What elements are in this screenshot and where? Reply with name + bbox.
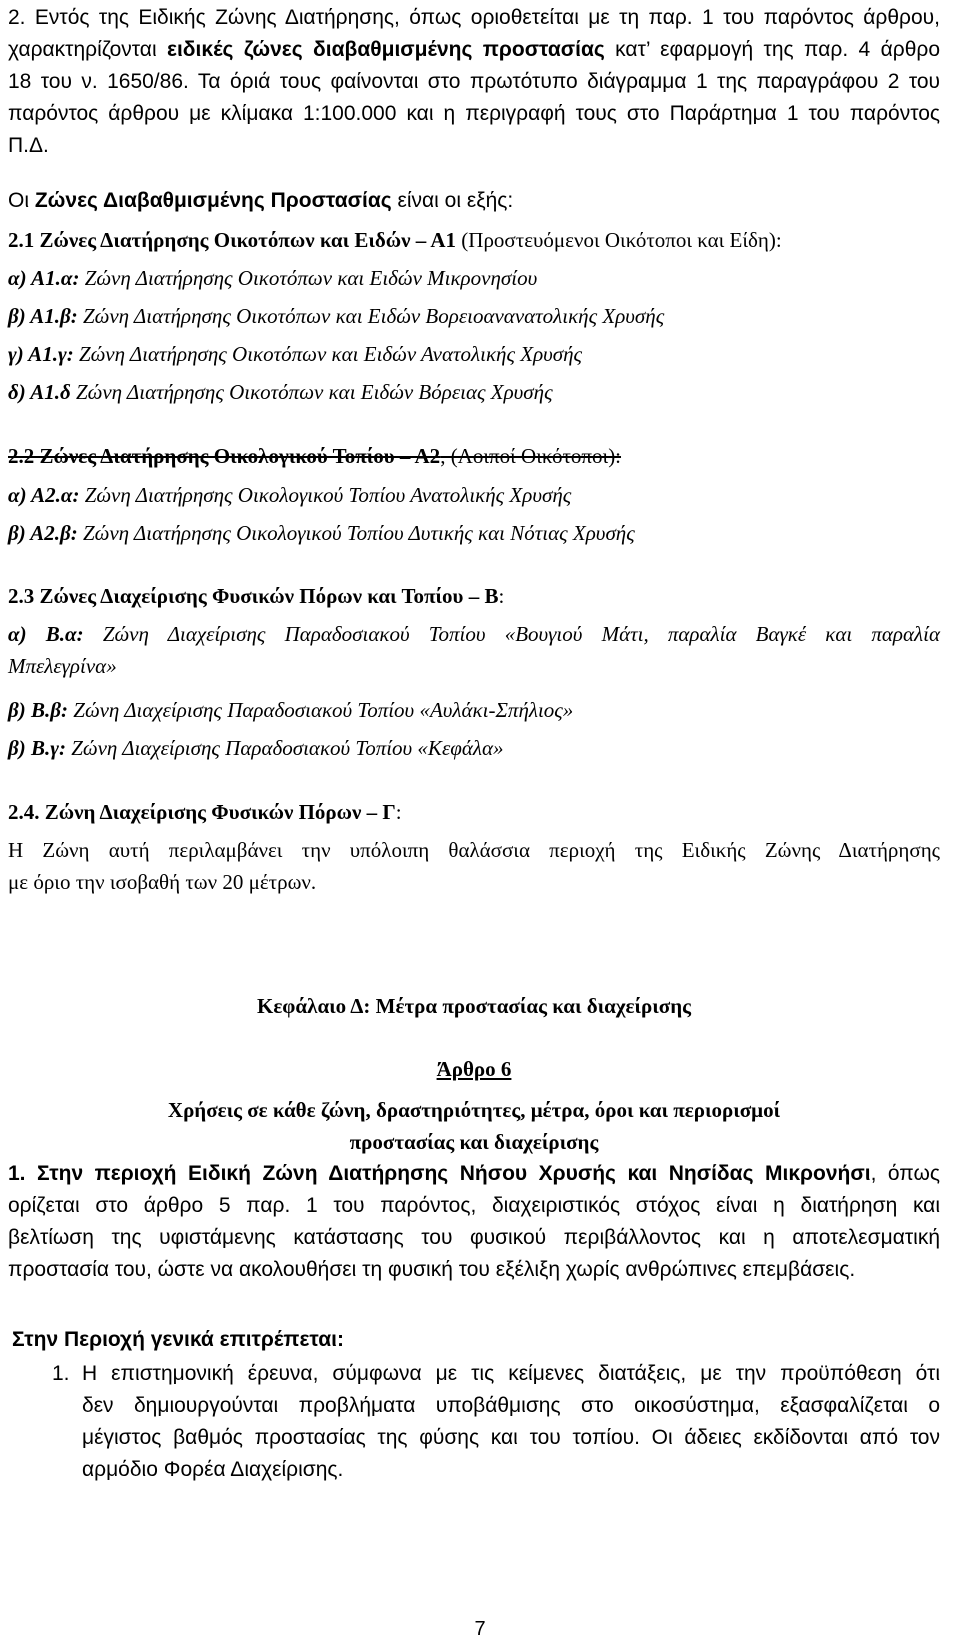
section-2-4-line: με όριο την ισοβαθή των 20 μέτρων.: [8, 870, 317, 894]
article-number: [8, 1053, 940, 1085]
paragraph-1-line: προστασία του, ώστε να ακολουθήσει τη φυσική του εξέλιξη χωρίς ανθρώπινες επεμβάσεις.: [8, 1258, 856, 1281]
allowed-item-number: 1.: [52, 1362, 70, 1385]
section-2-2-title-rest: , (Λοιποί Οικότοποι):: [440, 444, 622, 468]
allowed-item: [82, 1358, 940, 1486]
section-2-4-title-bold: 2.4. Ζώνη Διαχείρισης Φυσικών Πόρων – Γ: [8, 800, 396, 824]
zone-item-text: Ζώνη Διατήρησης Οικοτόπων και Ειδών Μικρονησίου: [79, 266, 538, 290]
zone-item: [8, 338, 940, 370]
paragraph-1-text: , όπως: [870, 1162, 941, 1185]
article-heading-line: προστασίας και διαχείρισης: [349, 1130, 599, 1154]
intro-line-1: 2. Εντός της Ειδικής Ζώνης Διατήρησης, όπως οριοθετείται με τη παρ. 1 του παρόντος άρθρου,: [8, 6, 940, 29]
paragraph-1-line: βελτίωση της υφιστάμενης κατάστασης του φυσικού περιβάλλοντος και η αποτελεσματική: [8, 1226, 940, 1249]
zones-intro-bold: Ζώνες Διαβαθμισμένης Προστασίας: [34, 189, 392, 212]
zone-item: [8, 300, 940, 332]
zone-item: [8, 517, 940, 549]
zone-item-label: δ) Α1.δ: [8, 380, 71, 404]
section-2-3-title-bold: 2.3 Ζώνες Διαχείρισης Φυσικών Πόρων και Τοπίου – Β: [8, 584, 499, 608]
allowed-heading: Στην Περιοχή γενικά επιτρέπεται:: [12, 1328, 344, 1351]
chapter-title: Κεφάλαιο Δ: Μέτρα προστασίας και διαχείρισης: [257, 994, 691, 1018]
zone-item-text: Ζώνη Διατήρησης Οικοτόπων και Ειδών Ανατολικής Χρυσής: [73, 342, 583, 366]
section-2-1-title-bold: 2.1 Ζώνες Διατήρησης Οικοτόπων και Ειδών – Α1: [8, 228, 457, 252]
zone-item-text: Ζώνη Διατήρησης Οικοτόπων και Ειδών Βόρειας Χρυσής: [70, 380, 553, 404]
zone-item-label: γ) Α1.γ:: [8, 342, 74, 366]
section-2-3-title: [8, 580, 940, 612]
intro-bold-term: ειδικές ζώνες διαβαθμισμένης προστασίας: [167, 38, 605, 61]
allowed-item-line: Η επιστημονική έρευνα, σύμφωνα με τις κείμενες διατάξεις, με την προϋπόθεση ότι: [82, 1362, 940, 1385]
zone-item-label: β) Α1.β:: [8, 304, 78, 328]
zones-intro: [8, 185, 940, 217]
zone-item-text: Ζώνη Διαχείρισης Παραδοσιακού Τοπίου «Βουγιού Μάτι, παραλία Βαγκέ και παραλία: [83, 622, 940, 646]
zone-item-label: α) Β.α:: [8, 622, 84, 646]
intro-line-3: 18 του ν. 1650/86. Τα όριά τους φαίνονται στο πρωτότυπο διάγραμμα 1 της παραγράφου 2 του: [8, 70, 940, 93]
article-heading: [8, 1094, 940, 1158]
section-2-1-title-rest: (Προστευόμενοι Οικότοποι και Είδη):: [456, 228, 782, 252]
intro-line-4: παρόντος άρθρου με κλίμακα 1:100.000 και η περιγραφή τους στο Παράρτημα 1 του παρόντος: [8, 102, 940, 125]
section-2-4-title-rest: :: [395, 800, 402, 824]
section-2-3-title-rest: :: [498, 584, 505, 608]
zone-item: [8, 694, 940, 726]
zone-item: [8, 376, 940, 408]
zone-item-text: Ζώνη Διαχείρισης Παραδοσιακού Τοπίου «Αυλάκι-Σπήλιος»: [68, 698, 574, 722]
article-number-text: Άρθρο 6: [436, 1057, 512, 1081]
section-2-1-title: [8, 224, 940, 256]
allowed-item-line: δεν δημιουργούνται προβλήματα υποβάθμισης στο οικοσύστημα, εξασφαλίζεται ο: [82, 1394, 940, 1417]
allowed-item-line: αρμόδιο Φορέα Διαχείρισης.: [82, 1458, 344, 1481]
paragraph-1-bold: 1. Στην περιοχή Ειδική Ζώνη Διατήρησης Νήσου Χρυσής και Νησίδας Μικρονήσι: [8, 1162, 871, 1185]
zone-item-label: α) Α2.α:: [8, 483, 80, 507]
intro-line-5: Π.Δ.: [8, 134, 49, 157]
zones-intro-text: είναι οι εξής:: [391, 189, 514, 212]
intro-line-2: [8, 34, 940, 66]
zone-item-text-cont: Μπελεγρίνα»: [8, 654, 117, 678]
intro-text: κατ’ εφαρμογή της παρ. 4 άρθρο: [604, 38, 940, 61]
zone-item: [8, 618, 940, 682]
section-2-2-title: [8, 440, 940, 472]
zone-item: [8, 479, 940, 511]
intro-text: χαρακτηρίζονται: [8, 38, 167, 61]
paragraph-1: [8, 1158, 940, 1286]
zones-intro-text: Οι: [8, 189, 35, 212]
zone-item-label: α) Α1.α:: [8, 266, 80, 290]
section-2-4-line: Η Ζώνη αυτή περιλαμβάνει την υπόλοιπη θαλάσσια περιοχή της Ειδικής Ζώνης Διατήρησης: [8, 838, 940, 862]
zone-item-label: β) Β.β:: [8, 698, 69, 722]
zone-item: [8, 732, 940, 764]
zone-item-text: Ζώνη Διατήρησης Οικολογικού Τοπίου Ανατολικής Χρυσής: [79, 483, 572, 507]
zone-item-label: β) Β.γ:: [8, 736, 66, 760]
allowed-item-line: μέγιστος βαθμός προστασίας της φύσης και του τοπίου. Οι άδειες εκδίδονται από τον: [82, 1426, 940, 1449]
zone-item-text: Ζώνη Διαχείρισης Παραδοσιακού Τοπίου «Κεφάλα»: [66, 736, 504, 760]
section-2-4-title: [8, 796, 940, 828]
article-heading-line: Χρήσεις σε κάθε ζώνη, δραστηριότητες, μέτρα, όροι και περιορισμοί: [167, 1098, 781, 1122]
section-2-4-body: [8, 834, 940, 898]
paragraph-1-line: ορίζεται στο άρθρο 5 παρ. 1 του παρόντος, διαχειριστικός στόχος είναι η διατήρηση και: [8, 1194, 940, 1217]
zone-item-text: Ζώνη Διατήρησης Οικολογικού Τοπίου Δυτικής και Νότιας Χρυσής: [77, 521, 635, 545]
section-2-2-title-bold: 2.2 Ζώνες Διατήρησης Οικολογικού Τοπίου – Α2: [8, 444, 441, 468]
zone-item-text: Ζώνη Διατήρησης Οικοτόπων και Ειδών Βορειοανανατολικής Χρυσής: [77, 304, 665, 328]
intro-paragraph: [8, 2, 940, 162]
page-number: 7: [474, 1618, 486, 1640]
zone-item: [8, 262, 940, 294]
zone-item-label: β) Α2.β:: [8, 521, 78, 545]
